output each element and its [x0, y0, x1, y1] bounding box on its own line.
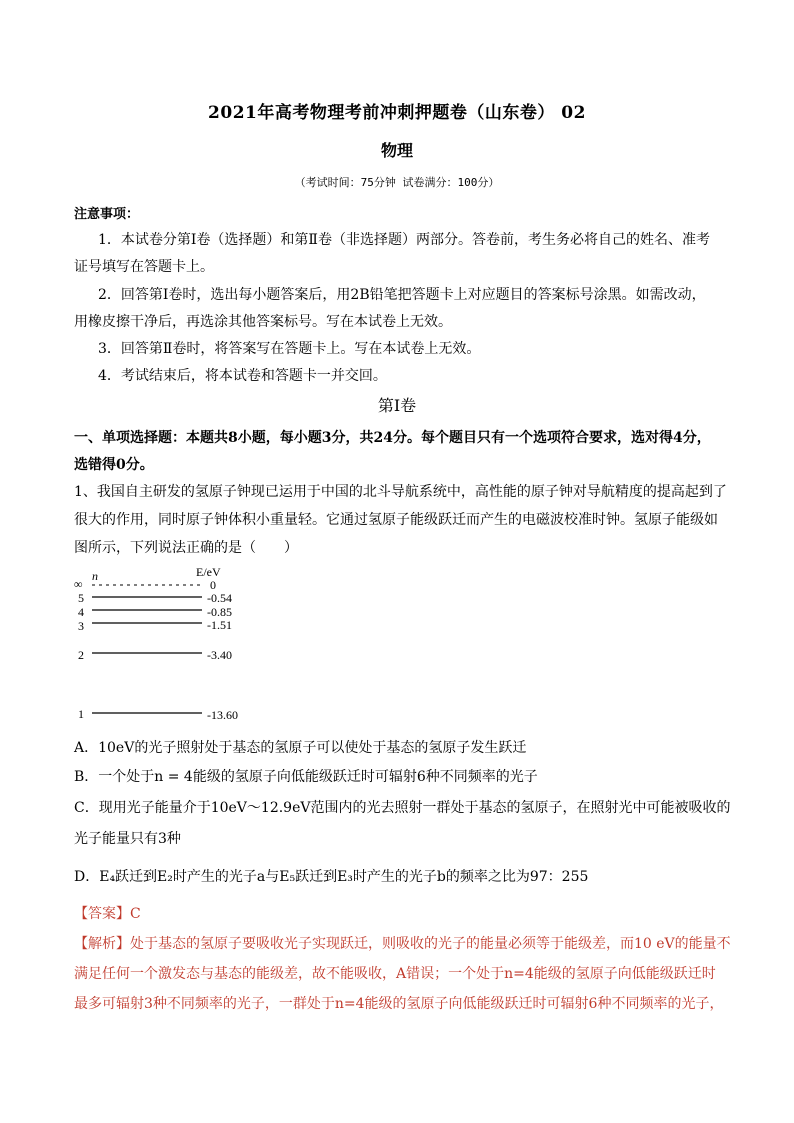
diagram-energy-label: E/eV: [196, 565, 221, 579]
level-energy-3: -1.51: [207, 618, 232, 632]
level-energy-2: -3.40: [207, 648, 232, 662]
level-n-5: 5: [78, 591, 84, 605]
option-b: B．一个处于n = 4能级的氢原子向低能级跃迁时可辐射6种不同频率的光子: [74, 769, 538, 785]
level-n-inf: ∞: [74, 577, 83, 591]
level-energy-1: -13.60: [207, 708, 238, 722]
analysis-line-2: 满足任何一个激发态与基态的能级差，故不能吸收，A错误；一个处于n=4能级的氢原子向低能级跃迁时: [74, 966, 716, 982]
analysis-line-1: 【解析】处于基态的氢原子要吸收光子实现跃迁，则吸收的光子的能量必须等于能级差，而10 eV的能量不: [74, 936, 731, 952]
note-item-2-line-1: 2．回答第Ⅰ卷时，选出每小题答案后，用2B铅笔把答题卡上对应题目的答案标号涂黑。如需改动，: [98, 287, 706, 303]
option-d: D．E₄跃迁到E₂时产生的光子a与E₅跃迁到E₃时产生的光子b的频率之比为97：255: [74, 869, 589, 885]
level-energy-5: -0.54: [207, 591, 232, 605]
note-item-1-line-2: 证号填写在答题卡上。: [74, 259, 214, 275]
question-1-line-1: 1、我国自主研发的氢原子钟现已运用于中国的北斗导航系统中，高性能的原子钟对导航精度的提高起到了: [74, 484, 727, 500]
exam-title: 2021年高考物理考前冲刺押题卷（山东卷） 02: [208, 103, 586, 123]
note-item-4: 4．考试结束后，将本试卷和答题卡一并交回。: [98, 368, 387, 384]
notes-heading: 注意事项：: [74, 207, 140, 222]
level-n-2: 2: [78, 648, 84, 662]
energy-level-diagram: [74, 562, 274, 722]
note-item-3: 3．回答第Ⅱ卷时，将答案写在答题卡上。写在本试卷上无效。: [98, 341, 481, 357]
part-heading-line-2: 选错得0分。: [74, 457, 154, 473]
level-energy-inf: 0: [210, 578, 216, 592]
note-item-2-line-2: 用橡皮擦干净后，再选涂其他答案标号。写在本试卷上无效。: [74, 314, 452, 330]
note-item-1-line-1: 1．本试卷分第Ⅰ卷（选择题）和第Ⅱ卷（非选择题）两部分。答卷前，考生务必将自己的姓名、准考: [98, 232, 710, 248]
part-heading-line-1: 一、单项选择题：本题共8小题，每小题3分，共24分。每个题目只有一个选项符合要求，选对得4分，: [74, 430, 711, 446]
diagram-n-label: n: [92, 569, 98, 583]
level-n-4: 4: [78, 605, 84, 619]
question-1-line-3: 图所示，下列说法正确的是（ ）: [74, 540, 298, 556]
option-c-line-2: 光子能量只有3种: [74, 831, 181, 847]
answer-label: 【答案】C: [74, 906, 141, 922]
option-a: A．10eV的光子照射处于基态的氢原子可以使处于基态的氢原子发生跃迁: [74, 740, 527, 756]
analysis-line-3: 最多可辐射3种不同频率的光子，一群处于n=4能级的氢原子向低能级跃迁时可辐射6种不同频率的光子，: [74, 996, 724, 1012]
question-1-line-2: 很大的作用，同时原子钟体积小重量轻。它通过氢原子能级跃迁而产生的电磁波校准时钟。氢原子能级如: [74, 512, 718, 528]
section-title: 第Ⅰ卷: [377, 396, 417, 415]
subject-title: 物理: [380, 141, 413, 160]
exam-info: （考试时间：75分钟 试卷满分：100分）: [294, 176, 500, 189]
level-energy-4: -0.85: [207, 605, 232, 619]
option-c-line-1: C．现用光子能量介于10eV～12.9eV范围内的光去照射一群处于基态的氢原子，在照射光中可能被吸收的: [74, 800, 731, 816]
level-n-3: 3: [78, 619, 84, 633]
level-n-1: 1: [78, 707, 84, 721]
